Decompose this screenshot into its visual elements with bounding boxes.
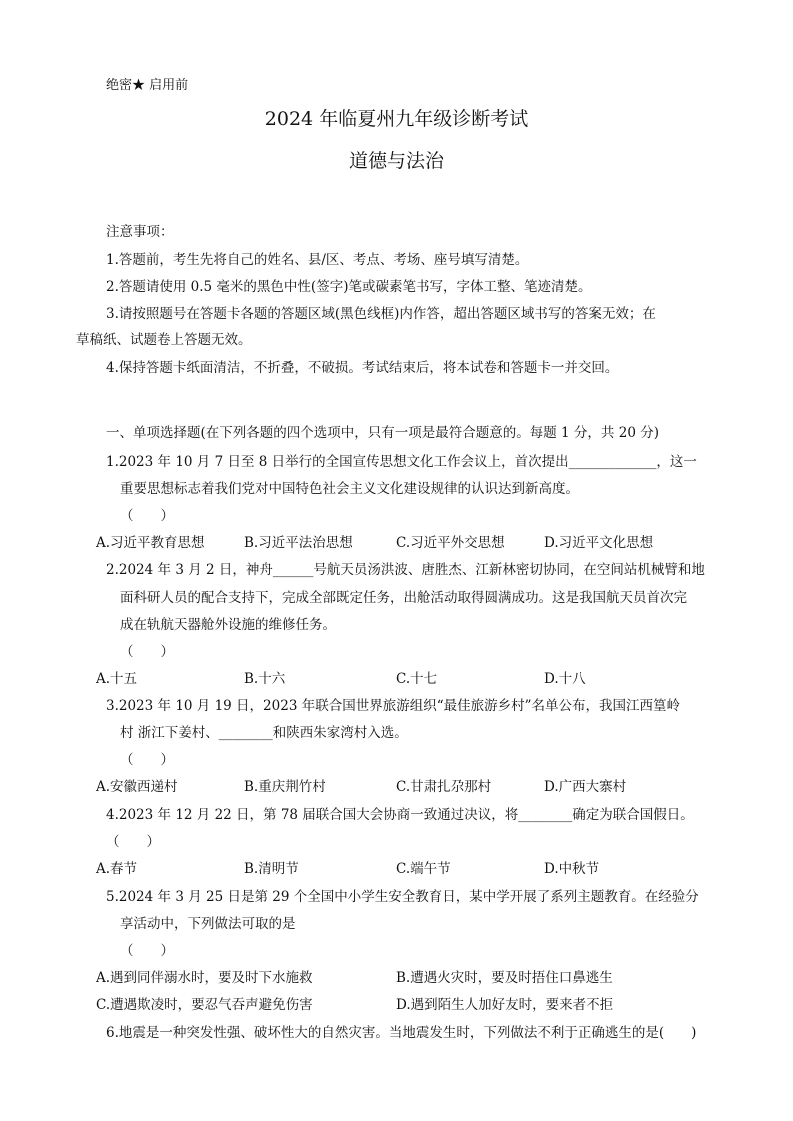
option-c: C.遭遇欺凌时，要忍气吞声避免伤害 bbox=[96, 997, 313, 1013]
option-a: A.遇到同伴溺水时，要及时下水施救 bbox=[96, 970, 313, 986]
option-c: C.甘肃扎尕那村 bbox=[396, 779, 492, 795]
option-a: A.春节 bbox=[96, 861, 138, 877]
notice-item: 2.答题请使用 0.5 毫米的黑色中性(签字)笔或碳素笔书写，字体工整、笔迹清楚。 bbox=[106, 279, 592, 295]
option-b: B.重庆荆竹村 bbox=[244, 779, 326, 795]
question-5-text-cont: 享活动中，下列做法可取的是 bbox=[120, 916, 296, 932]
option-a: A.安徽西递村 bbox=[96, 779, 178, 795]
confidential-mark: 绝密★ 启用前 bbox=[106, 78, 189, 93]
question-3-text-cont: 村 浙江下姜村、________和陕西朱家湾村入选。 bbox=[120, 725, 408, 741]
answer-paren: （ ） bbox=[120, 508, 174, 524]
question-5-text: 5.2024 年 3 月 25 日是第 29 个全国中小学生安全教育日，某中学开展了系列主题教育。在经验分 bbox=[106, 889, 699, 905]
exam-title: 2024 年临夏州九年级诊断考试 bbox=[264, 108, 529, 130]
notice-heading: 注意事项： bbox=[106, 224, 174, 240]
option-c: C.习近平外交思想 bbox=[396, 535, 505, 551]
question-3-text: 3.2023 年 10 月 19 日，2023 年联合国世界旅游组织“最佳旅游乡村”名单公布，我国江西篁岭 bbox=[106, 698, 680, 714]
option-d: D.中秋节 bbox=[544, 861, 600, 877]
question-4-text: 4.2023 年 12 月 22 日，第 78 届联合国大会协商一致通过决议，将________确定为联合国假日。 bbox=[106, 807, 694, 823]
option-c: C.十七 bbox=[396, 671, 438, 687]
answer-paren: （ ） bbox=[106, 834, 160, 850]
option-a: A.习近平教育思想 bbox=[96, 535, 205, 551]
question-1-text-cont: 重要思想标志着我们党对中国特色社会主义文化建设规律的认识达到新高度。 bbox=[120, 481, 579, 497]
question-2-text: 2.2024 年 3 月 2 日，神舟______号航天员汤洪波、唐胜杰、江新林密切协同，在空间站机械臂和地 bbox=[106, 562, 705, 578]
option-c: C.端午节 bbox=[396, 861, 451, 877]
answer-paren: （ ） bbox=[120, 752, 174, 768]
option-b: B.遭遇火灾时，要及时捂住口鼻逃生 bbox=[396, 970, 613, 986]
question-2-text-cont: 面科研人员的配合支持下，完成全部既定任务，出舱活动取得圆满成功。这是我国航天员首次完 bbox=[120, 590, 687, 606]
option-d: D.习近平文化思想 bbox=[544, 535, 654, 551]
notice-item: 3.请按照题号在答题卡各题的答题区域(黑色线框)内作答，超出答题区域书写的答案无效；在 bbox=[106, 306, 656, 322]
option-d: D.广西大寨村 bbox=[544, 779, 627, 795]
option-b: B.清明节 bbox=[244, 861, 299, 877]
option-b: B.习近平法治思想 bbox=[244, 535, 353, 551]
option-d: D.十八 bbox=[544, 671, 586, 687]
answer-paren: （ ） bbox=[120, 644, 174, 660]
answer-paren: （ ） bbox=[120, 943, 174, 959]
section-heading: 一、单项选择题(在下列各题的四个选项中，只有一项是最符合题意的。每题 1 分，共 20 分) bbox=[106, 425, 659, 441]
exam-subject: 道德与法治 bbox=[348, 150, 444, 172]
question-1-text: 1.2023 年 10 月 7 日至 8 日举行的全国宣传思想文化工作会议上，首次提出_____________，这一 bbox=[106, 454, 697, 470]
option-d: D.遇到陌生人加好友时，要来者不拒 bbox=[396, 997, 614, 1013]
question-6-text: 6.地震是一种突发性强、破坏性大的自然灾害。当地震发生时，下列做法不利于正确逃生的是( ) bbox=[106, 1025, 697, 1041]
notice-item-continuation: 草稿纸、试题卷上答题无效。 bbox=[76, 332, 252, 348]
notice-item: 4.保持答题卡纸面清洁，不折叠，不破损。考试结束后，将本试卷和答题卡一并交回。 bbox=[106, 360, 619, 376]
option-b: B.十六 bbox=[244, 671, 286, 687]
question-2-text-cont: 成在轨航天器舱外设施的维修任务。 bbox=[120, 617, 336, 633]
notice-item: 1.答题前，考生先将自己的姓名、县/区、考点、考场、座号填写清楚。 bbox=[106, 252, 529, 268]
option-a: A.十五 bbox=[96, 671, 138, 687]
